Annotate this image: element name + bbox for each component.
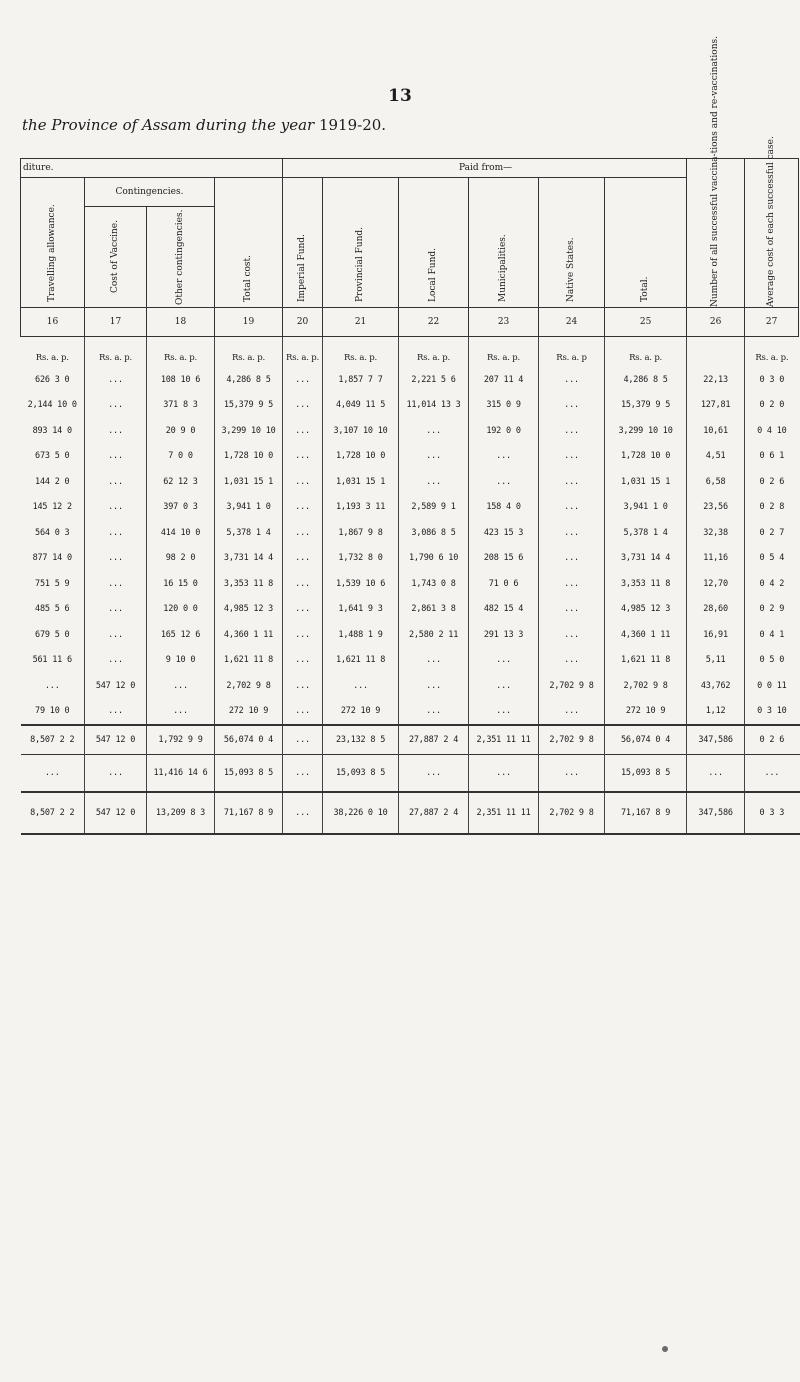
ink-speck — [662, 1346, 668, 1352]
table-cell: 673 5 0 — [35, 451, 70, 462]
table-cell: 71,167 8 9 — [605, 792, 687, 834]
table-cell: 0 5 4 — [745, 546, 799, 572]
table-cell: 108 10 6 — [147, 367, 215, 393]
table-cell: ... — [85, 495, 147, 521]
table-row — [21, 444, 800, 470]
table-cell: 4,51 — [687, 444, 745, 470]
table-cell: 561 11 6 — [32, 655, 72, 666]
table-cell: 165 12 6 — [147, 622, 215, 648]
table-cell: 547 12 0 — [85, 792, 147, 834]
table-cell: ... — [469, 469, 539, 495]
col-number: 20 — [283, 308, 323, 337]
table-cell: 56,074 0 4 — [605, 725, 687, 755]
table-cell: ... — [539, 367, 605, 393]
table-cell: Rs. a. p — [539, 349, 605, 367]
table-cell: ... — [399, 755, 469, 793]
table-cell: 414 10 0 — [147, 520, 215, 546]
table-cell: ... — [85, 648, 147, 674]
table-cell: 0 3 10 — [745, 699, 799, 726]
table-row — [21, 469, 800, 495]
table-cell: ... — [539, 546, 605, 572]
table-cell: 22,13 — [687, 367, 745, 393]
table-cell: ... — [283, 699, 323, 726]
table-cell: ... — [539, 495, 605, 521]
table-row — [21, 648, 800, 674]
table-cell: ... — [539, 755, 605, 793]
table-cell: Rs. a. p. — [469, 349, 539, 367]
table-cell: 1,031 15 1 — [215, 469, 283, 495]
table-cell: 1,621 11 8 — [605, 648, 687, 674]
table-cell: ... — [85, 469, 147, 495]
col-header-18 — [147, 207, 215, 308]
table-cell: 1,743 0 8 — [399, 571, 469, 597]
table-cell: ... — [283, 571, 323, 597]
table-cell: ... — [399, 444, 469, 470]
table-cell: ... — [85, 597, 147, 623]
table-cell: 13,209 8 3 — [147, 792, 215, 834]
table-cell: 4,985 12 3 — [215, 597, 283, 623]
grand-total-row — [21, 792, 800, 834]
table-cell: 71,167 8 9 — [215, 792, 283, 834]
col-header-17 — [85, 207, 147, 308]
table-row — [21, 622, 800, 648]
table-cell: 0 4 2 — [745, 571, 799, 597]
table-cell: 3,731 14 4 — [605, 546, 687, 572]
col-header-23 — [469, 178, 539, 308]
table-cell: 547 12 0 — [85, 673, 147, 699]
spacer-row — [21, 337, 800, 350]
table-cell: 751 5 9 — [35, 578, 70, 589]
table-cell: 3,941 1 0 — [605, 495, 687, 521]
table-cell: 1,621 11 8 — [323, 648, 399, 674]
col-header-16 — [21, 178, 85, 308]
table-cell: 15,093 8 5 — [323, 755, 399, 793]
table-cell: 4,286 8 5 — [215, 367, 283, 393]
additional-row — [21, 755, 800, 793]
table-cell: ... — [539, 393, 605, 419]
table-cell: 28,60 — [687, 597, 745, 623]
table-cell: 423 15 3 — [469, 520, 539, 546]
table-row — [21, 367, 800, 393]
table-cell: ... — [469, 648, 539, 674]
table-cell: 1,539 10 6 — [323, 571, 399, 597]
table-cell: 8,507 2 2 — [21, 792, 85, 834]
table-cell: 3,731 14 4 — [215, 546, 283, 572]
table-cell: 98 2 0 — [147, 546, 215, 572]
col-header-label: Total. — [640, 276, 651, 302]
table-cell: ... — [283, 725, 323, 755]
table-cell: 5,378 1 4 — [215, 520, 283, 546]
table-cell: 4,286 8 5 — [605, 367, 687, 393]
table-cell: 23,132 8 5 — [323, 725, 399, 755]
table-cell: 43,762 — [687, 673, 745, 699]
table-cell: 626 3 0 — [35, 374, 70, 385]
table-cell: 0 0 11 — [745, 673, 799, 699]
col-header-label: Cost of Vaccine. — [110, 220, 120, 294]
table-cell: 2,702 9 8 — [605, 673, 687, 699]
table-cell: ... — [147, 699, 215, 726]
col-number: 25 — [605, 308, 687, 337]
table-cell: 347,586 — [687, 725, 745, 755]
table-cell: 679 5 0 — [35, 629, 70, 640]
table-cell: 10,61 — [687, 418, 745, 444]
col-header-20 — [283, 178, 323, 308]
table-cell: 16,91 — [687, 622, 745, 648]
table-cell: ... — [399, 699, 469, 726]
table-cell: ... — [283, 418, 323, 444]
table-cell: ... — [469, 444, 539, 470]
table-cell: ... — [539, 418, 605, 444]
table-cell: 1,728 10 0 — [323, 444, 399, 470]
col-header-22 — [399, 178, 469, 308]
table-cell: 2,861 3 8 — [399, 597, 469, 623]
contingencies-header: Contingencies. — [85, 178, 215, 207]
table-cell: ... — [399, 673, 469, 699]
table-cell: 8,507 2 2 — [21, 725, 85, 755]
table-cell: 3,299 10 10 — [215, 418, 283, 444]
table-cell: 347,586 — [687, 792, 745, 834]
table-cell: 27,887 2 4 — [399, 725, 469, 755]
table-cell: 1,031 15 1 — [323, 469, 399, 495]
col-header-label: Municipalities. — [498, 233, 509, 302]
col-number: 16 — [21, 308, 85, 337]
table-cell: 1,12 — [687, 699, 745, 726]
table-cell: 2,589 9 1 — [399, 495, 469, 521]
col-header-label: Imperial Fund. — [297, 233, 308, 302]
col-header-19 — [215, 178, 283, 308]
table-cell: 208 15 6 — [469, 546, 539, 572]
table-cell: 1,488 1 9 — [323, 622, 399, 648]
table-cell: Rs. a. p. — [745, 349, 799, 367]
table-cell: ... — [399, 418, 469, 444]
table-cell: 4,985 12 3 — [605, 597, 687, 623]
table-cell: 145 12 2 — [32, 502, 72, 513]
table-cell: ... — [85, 755, 147, 793]
col-header-label: Average cost of each successful case. — [766, 136, 777, 307]
table-cell: ... — [85, 444, 147, 470]
table-cell: 1,193 3 11 — [323, 495, 399, 521]
table-cell: 482 15 4 — [469, 597, 539, 623]
paid-from-header: Paid from— — [283, 159, 687, 178]
table-cell: 371 8 3 — [147, 393, 215, 419]
table-cell: 2,702 9 8 — [539, 725, 605, 755]
table-cell: ... — [399, 648, 469, 674]
table-cell: 0 2 8 — [745, 495, 799, 521]
table-cell: ... — [539, 469, 605, 495]
table-cell: ... — [745, 755, 799, 793]
table-cell: 1,641 9 3 — [323, 597, 399, 623]
col-number: 26 — [687, 308, 745, 337]
col-number: 27 — [745, 308, 799, 337]
table-cell: 11,014 13 3 — [399, 393, 469, 419]
table-cell: 11,16 — [687, 546, 745, 572]
table-cell: 5,378 1 4 — [605, 520, 687, 546]
table-cell: 0 6 1 — [745, 444, 799, 470]
table-cell: ... — [283, 367, 323, 393]
table-cell: 71 0 6 — [469, 571, 539, 597]
table-cell: 15,093 8 5 — [605, 755, 687, 793]
col-header-label: Number of all successful vaccina-tions and re-vaccinations. — [710, 36, 721, 307]
table-cell: Rs. a. p. — [283, 349, 323, 367]
table-cell: Rs. a. p. — [399, 349, 469, 367]
table-row — [21, 520, 800, 546]
table-cell: 2,351 11 11 — [469, 792, 539, 834]
table-cell: ... — [283, 469, 323, 495]
col-number: 17 — [85, 308, 147, 337]
table-cell: 0 2 9 — [745, 597, 799, 623]
units-row — [21, 349, 800, 367]
table-cell: 547 12 0 — [85, 725, 147, 755]
table-cell: ... — [283, 673, 323, 699]
table-cell: 2,351 11 11 — [469, 725, 539, 755]
table-cell: 564 0 3 — [35, 527, 70, 538]
table-cell: 12,70 — [687, 571, 745, 597]
table-cell: 56,074 0 4 — [215, 725, 283, 755]
table-cell: 0 5 0 — [745, 648, 799, 674]
table-cell: 1,732 8 0 — [323, 546, 399, 572]
table-cell: 32,38 — [687, 520, 745, 546]
table-cell: 15,093 8 5 — [215, 755, 283, 793]
col-number: 18 — [147, 308, 215, 337]
table-cell: 2,144 10 0 — [27, 400, 77, 411]
table-cell: ... — [539, 571, 605, 597]
col-number: 21 — [323, 308, 399, 337]
table-cell: 2,702 9 8 — [215, 673, 283, 699]
table-cell: 1,792 9 9 — [147, 725, 215, 755]
table-cell: ... — [539, 699, 605, 726]
table-row — [21, 699, 800, 726]
col-header-24 — [539, 178, 605, 308]
table-cell: ... — [469, 755, 539, 793]
table-cell: 158 4 0 — [469, 495, 539, 521]
table-cell: 2,702 9 8 — [539, 673, 605, 699]
table-cell: ... — [44, 680, 60, 691]
table-cell: 7 0 0 — [147, 444, 215, 470]
table-cell: ... — [539, 444, 605, 470]
table-cell: 315 0 9 — [469, 393, 539, 419]
page-title — [22, 116, 386, 134]
table-cell: 3,353 11 8 — [605, 571, 687, 597]
table-cell: 0 3 0 — [745, 367, 799, 393]
table-cell: 1,790 6 10 — [399, 546, 469, 572]
table-cell: 20 9 0 — [147, 418, 215, 444]
table-cell: 16 15 0 — [147, 571, 215, 597]
table-cell: ... — [283, 792, 323, 834]
table-cell: 893 14 0 — [32, 425, 72, 436]
table-cell: Rs. a. p. — [147, 349, 215, 367]
table-cell: 3,941 1 0 — [215, 495, 283, 521]
table-cell: ... — [283, 755, 323, 793]
col-header-label: Travelling allowance. — [47, 203, 57, 302]
table-cell: Rs. a. p. — [605, 349, 687, 367]
table-cell: 144 2 0 — [35, 476, 70, 487]
table-cell: 23,56 — [687, 495, 745, 521]
table-cell: 79 10 0 — [35, 706, 70, 717]
col-number: 19 — [215, 308, 283, 337]
table-cell: ... — [539, 622, 605, 648]
table-cell: 3,107 10 10 — [323, 418, 399, 444]
table-cell: ... — [21, 755, 85, 793]
column-number-row — [21, 308, 800, 337]
col-number: 23 — [469, 308, 539, 337]
table-cell: 0 2 7 — [745, 520, 799, 546]
table-cell: 3,299 10 10 — [605, 418, 687, 444]
table-cell: ... — [85, 520, 147, 546]
table-cell: ... — [469, 699, 539, 726]
table-cell: ... — [85, 546, 147, 572]
table-cell: ... — [85, 622, 147, 648]
col-header-21 — [323, 178, 399, 308]
table-cell: Rs. a. p. — [323, 349, 399, 367]
table-cell: ... — [323, 673, 399, 699]
table-row — [21, 393, 800, 419]
table-cell: 1,728 10 0 — [215, 444, 283, 470]
page-title-text: the Province of Assam during the year — [22, 116, 315, 134]
col-header-25 — [605, 178, 687, 308]
table-cell: 38,226 0 10 — [323, 792, 399, 834]
table-cell: 1,031 15 1 — [605, 469, 687, 495]
table-cell: ... — [539, 597, 605, 623]
table-cell: ... — [85, 367, 147, 393]
table-cell: 397 0 3 — [147, 495, 215, 521]
table-row — [21, 673, 800, 699]
table-row — [21, 495, 800, 521]
table-cell: 3,353 11 8 — [215, 571, 283, 597]
table-cell: Rs. a. p. — [35, 353, 69, 363]
col-header-27 — [745, 136, 799, 308]
col-number: 22 — [399, 308, 469, 337]
table-cell: 2,702 9 8 — [539, 792, 605, 834]
table-cell: 2,221 5 6 — [399, 367, 469, 393]
table-cell: ... — [283, 495, 323, 521]
table-cell: 6,58 — [687, 469, 745, 495]
table-cell: ... — [539, 648, 605, 674]
col-header-label: Total cost. — [243, 254, 254, 302]
table-cell: ... — [469, 673, 539, 699]
table-cell: ... — [283, 648, 323, 674]
table-cell: 15,379 9 5 — [215, 393, 283, 419]
table-cell: 485 5 6 — [35, 604, 70, 615]
table-cell: 2,580 2 11 — [399, 622, 469, 648]
table-cell: ... — [283, 597, 323, 623]
table-cell: 272 10 9 — [605, 699, 687, 726]
col-header-label: Native States. — [566, 236, 577, 302]
table-cell: 62 12 3 — [147, 469, 215, 495]
table-cell: ... — [283, 393, 323, 419]
table-cell: 4,049 11 5 — [323, 393, 399, 419]
table-cell: ... — [85, 393, 147, 419]
table-cell: 1,621 11 8 — [215, 648, 283, 674]
table-cell: 11,416 14 6 — [147, 755, 215, 793]
table-cell: 0 2 0 — [745, 393, 799, 419]
table-cell: ... — [85, 418, 147, 444]
table-cell: 15,379 9 5 — [605, 393, 687, 419]
table-cell: 0 3 3 — [745, 792, 799, 834]
table-row — [21, 571, 800, 597]
col-header-label: Other contingencies. — [175, 209, 185, 305]
table-cell: 3,086 8 5 — [399, 520, 469, 546]
table-cell: 9 10 0 — [147, 648, 215, 674]
table-cell: 0 2 6 — [745, 725, 799, 755]
table-cell: 127,81 — [687, 393, 745, 419]
table-cell: 877 14 0 — [32, 553, 72, 564]
expenditure-header: diture. — [21, 159, 283, 178]
table-cell: 1,867 9 8 — [323, 520, 399, 546]
table-row — [21, 418, 800, 444]
table-cell: 120 0 0 — [147, 597, 215, 623]
table-cell: 0 4 1 — [745, 622, 799, 648]
table-cell: 5,11 — [687, 648, 745, 674]
table-cell: Rs. a. p. — [215, 349, 283, 367]
table-cell: 1,857 7 7 — [323, 367, 399, 393]
table-cell: ... — [283, 520, 323, 546]
col-number: 24 — [539, 308, 605, 337]
table-row — [21, 546, 800, 572]
table-cell: 291 13 3 — [469, 622, 539, 648]
page-number: 13 — [388, 86, 412, 106]
page-title-year: 1919-20. — [318, 116, 387, 134]
table-cell: 1,728 10 0 — [605, 444, 687, 470]
table-cell: 0 4 10 — [745, 418, 799, 444]
table-cell: 272 10 9 — [215, 699, 283, 726]
table-row — [21, 597, 800, 623]
data-rows — [21, 367, 800, 725]
table-cell: ... — [539, 520, 605, 546]
col-header-label: Provincial Fund. — [355, 226, 366, 302]
table-cell: 207 11 4 — [469, 367, 539, 393]
table-cell: ... — [283, 444, 323, 470]
col-header-26 — [687, 36, 745, 308]
table-cell: ... — [687, 755, 745, 793]
table-cell: Rs. a. p. — [85, 349, 147, 367]
table-cell: ... — [85, 699, 147, 726]
table-cell: ... — [283, 622, 323, 648]
table-cell: 4,360 1 11 — [605, 622, 687, 648]
table-cell: ... — [283, 546, 323, 572]
table-cell: 4,360 1 11 — [215, 622, 283, 648]
table-cell: 27,887 2 4 — [399, 792, 469, 834]
total-row — [21, 725, 800, 755]
table-cell: ... — [147, 673, 215, 699]
table-cell: 0 2 6 — [745, 469, 799, 495]
table-cell: 192 0 0 — [469, 418, 539, 444]
table-cell: 272 10 9 — [323, 699, 399, 726]
table-cell: ... — [399, 469, 469, 495]
table-cell — [687, 349, 745, 367]
table-cell: ... — [85, 571, 147, 597]
col-header-label: Local Fund. — [428, 247, 439, 302]
